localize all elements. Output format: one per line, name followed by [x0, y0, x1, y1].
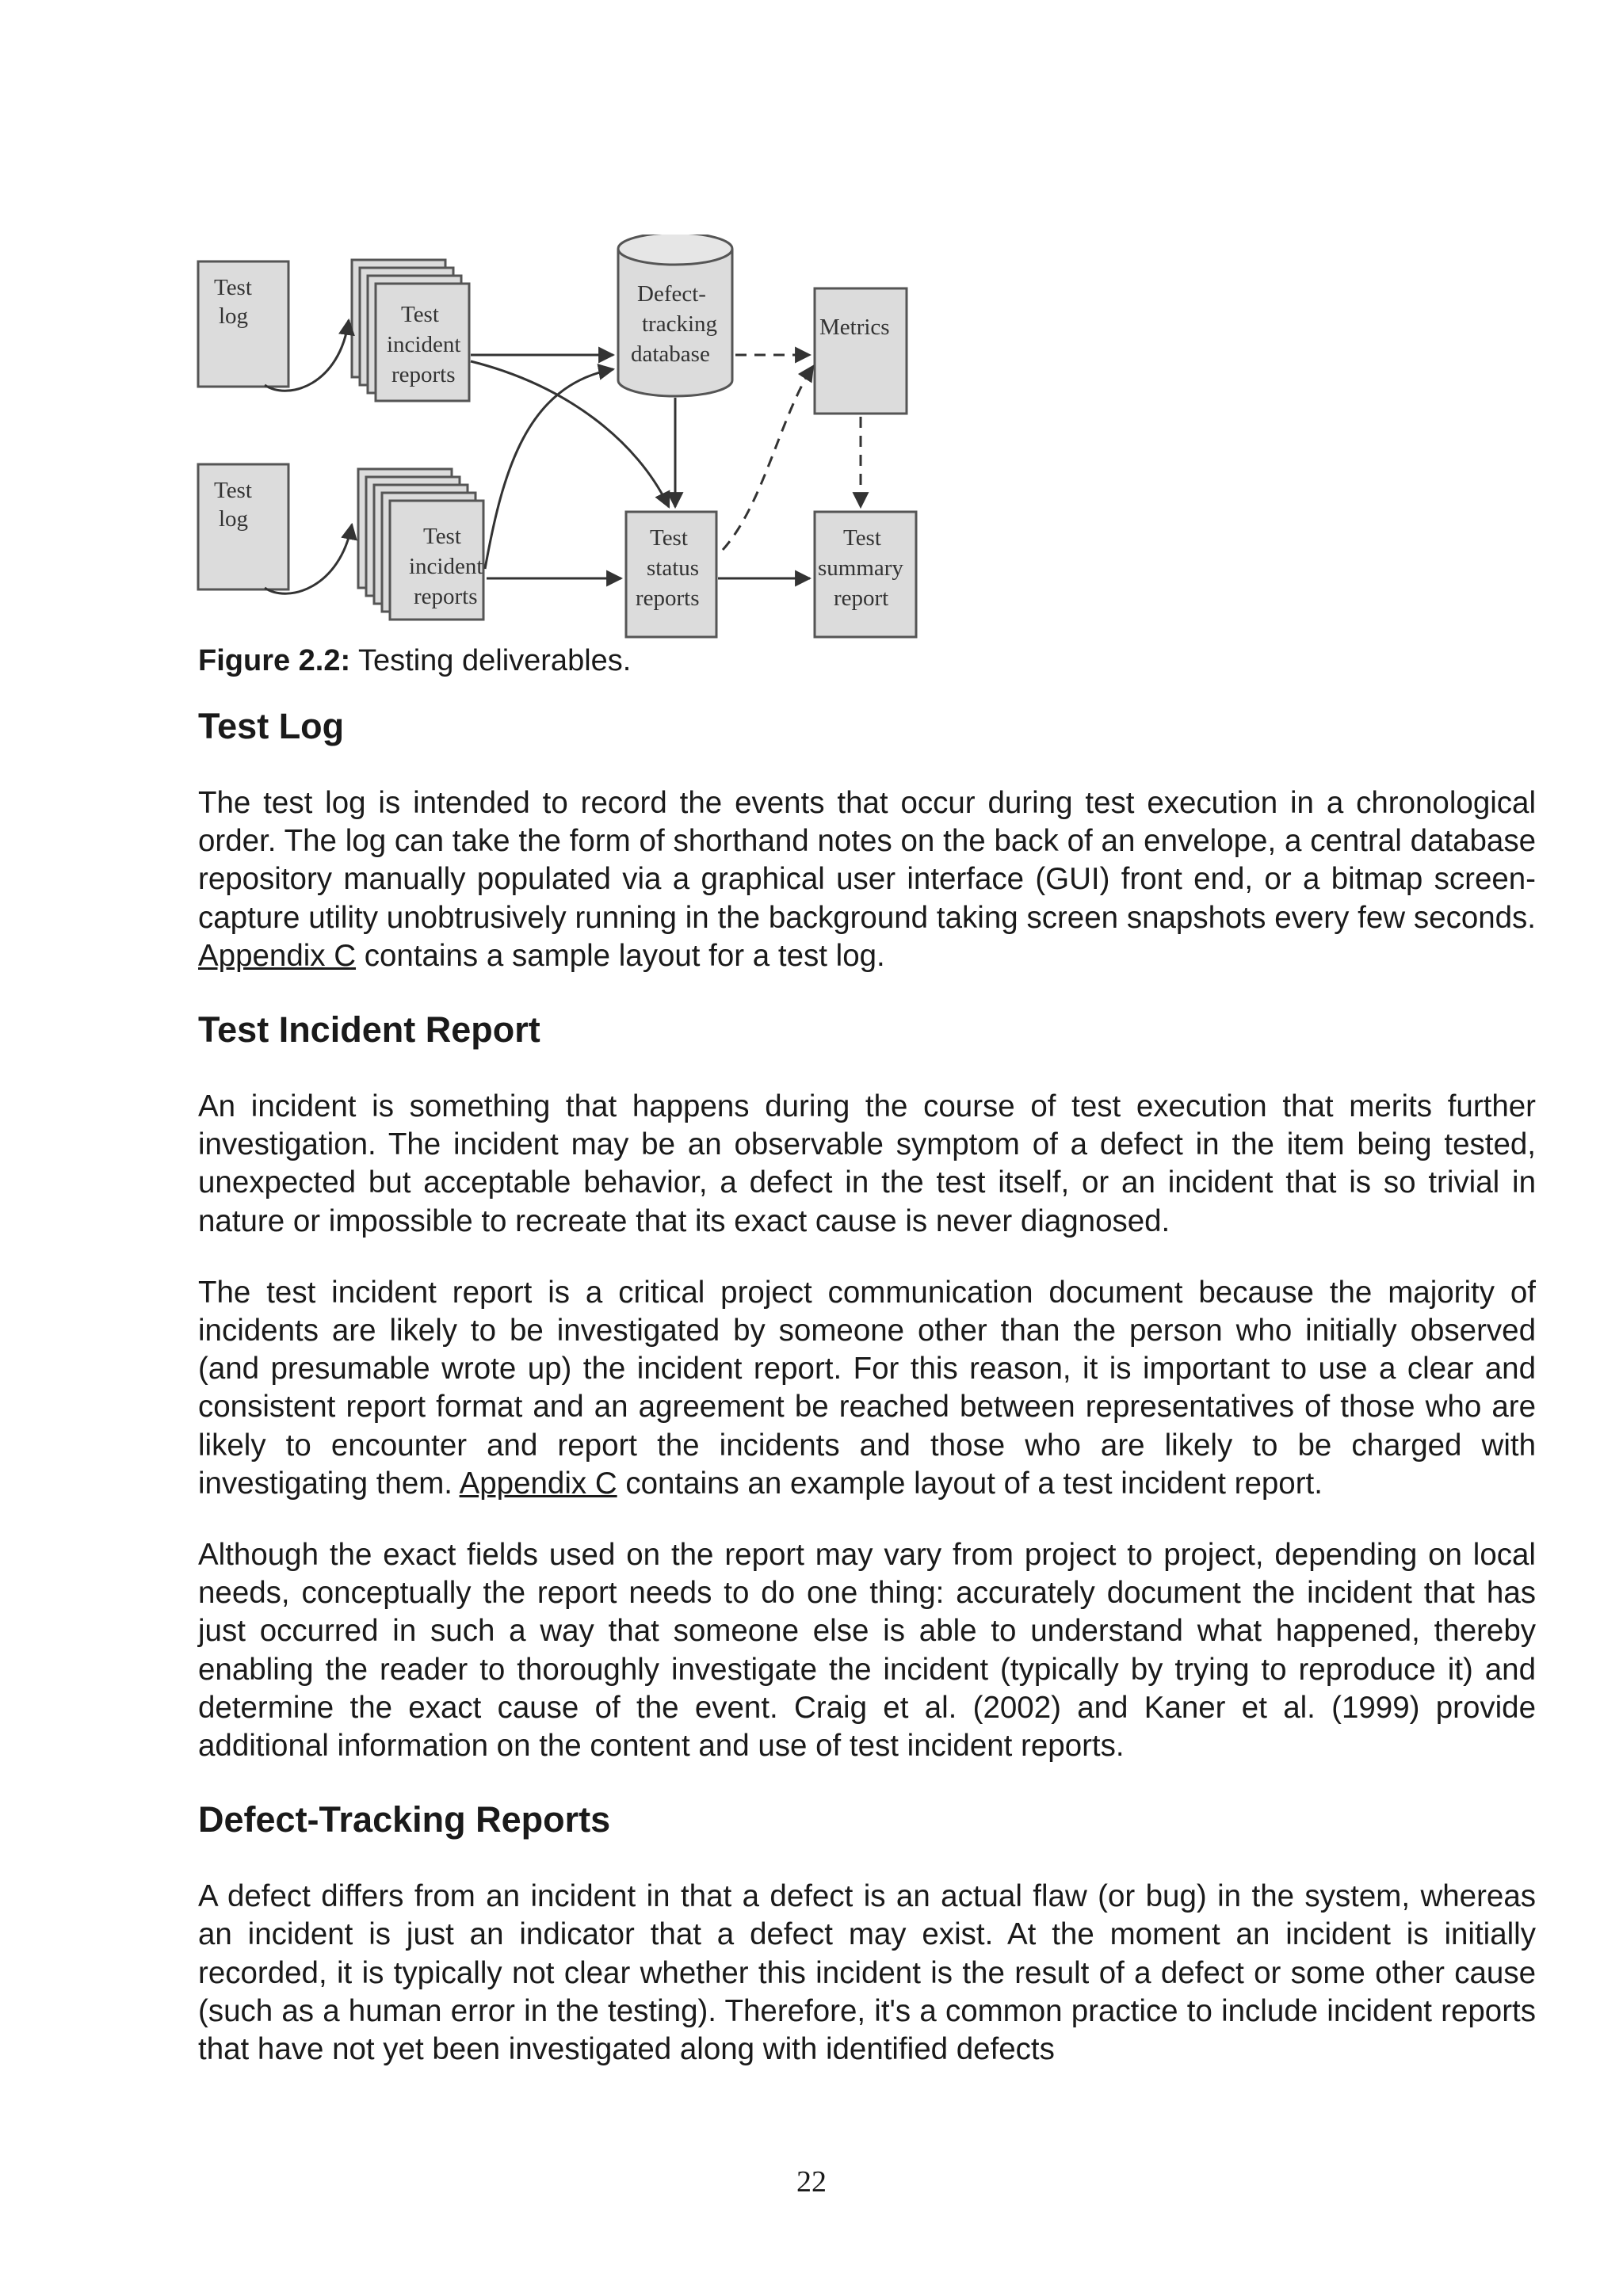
text-run: contains an example layout of a test incident report. — [617, 1466, 1323, 1501]
database-line-2: tracking — [642, 311, 718, 337]
summary-line-1: Test — [843, 525, 881, 551]
test-log-box-2 — [198, 464, 288, 589]
incident-2-line-1: Test — [423, 524, 461, 549]
test-log-1-line-1: Test — [214, 275, 252, 300]
metrics-box — [815, 288, 907, 414]
figure-caption-text: Testing deliverables. — [358, 644, 632, 677]
database-line-3: database — [631, 341, 710, 367]
page-number: 22 — [796, 2165, 827, 2199]
status-line-2: status — [647, 555, 700, 581]
summary-line-2: summary — [818, 555, 903, 581]
text-run: contains a sample layout for a test log. — [356, 938, 885, 973]
heading-defect-tracking-reports: Defect-Tracking Reports — [198, 1799, 611, 1840]
test-log-1-line-2: log — [219, 303, 249, 329]
defect-tracking-database — [618, 235, 732, 396]
testing-deliverables-diagram — [193, 235, 922, 650]
status-line-1: Test — [650, 525, 688, 551]
test-summary-box — [815, 512, 916, 637]
incident-1-line-1: Test — [401, 302, 439, 327]
incident-2-line-2: incident — [409, 554, 483, 579]
arrow-incident2-to-database — [485, 369, 613, 569]
incident-1-line-3: reports — [391, 362, 456, 387]
figure-caption-label: Figure 2.2: — [198, 644, 351, 677]
dashed-arrow-status-to-metrics — [723, 366, 813, 550]
incident-paragraph-1 — [198, 1088, 1536, 1241]
test-incident-stack-2 — [358, 469, 483, 620]
text-run: The test log is intended to record the events that occur during test execution in a chronological order. The log can take the form of shorthand notes on the back of an envelope, a central database repository manually populated via a graphical user interface (GUI) front end, or a bitmap screen-capture utility unobtrusively running in the background taking screen snapshots every few seconds. — [198, 786, 1536, 935]
appendix-c-link[interactable]: Appendix C — [198, 938, 357, 973]
appendix-c-link[interactable]: Appendix C — [459, 1466, 617, 1501]
status-line-3: reports — [636, 585, 700, 611]
incident-paragraph-2 — [198, 1274, 1536, 1503]
incident-paragraph-3 — [198, 1536, 1536, 1765]
test-log-paragraph — [198, 784, 1536, 975]
heading-test-incident-report: Test Incident Report — [198, 1009, 540, 1051]
text-run: A defect differs from an incident in that a defect is an actual flaw (or bug) in the system, whereas an incident is just an indicator that a defect may exist. At the moment an incident is initially recorded, it is typically not clear whether this incident is the result of a defect or some other cause (such as a human error in the testing). Therefore, it's a common practice to include incident reports that have not yet been investigated along with identified defects — [198, 1879, 1536, 2067]
document-body — [198, 705, 1536, 2102]
incident-2-line-3: reports — [414, 584, 478, 609]
database-line-1: Defect- — [637, 281, 706, 307]
test-incident-stack-1 — [352, 260, 469, 401]
defect-tracking-paragraph — [198, 1878, 1536, 2069]
metrics-label: Metrics — [819, 315, 890, 340]
figure-caption — [198, 642, 631, 680]
incident-1-line-2: incident — [387, 332, 461, 357]
test-status-box — [626, 512, 716, 637]
text-run: The test incident report is a critical project communication document because the majority of incidents are likely to be investigated by someone other than the person who initially observed (and presumable wrote up) the incident report. For this reason, it is important to use a clear and consistent report format and an agreement be reached between representatives of those who are likely to encounter and report the incidents and those who are likely to be charged with investigating them. — [198, 1275, 1536, 1501]
test-log-2-line-2: log — [219, 506, 249, 532]
test-log-2-line-1: Test — [214, 478, 252, 503]
test-log-box-1 — [198, 261, 288, 387]
heading-test-log: Test Log — [198, 706, 345, 746]
text-run: An incident is something that happens during the course of test execution that merits further investigation. The incident may be an observable symptom of a defect in the item being tested, unexpected but acceptable behavior, a defect in the test itself, or an incident that is so trivial in nature or impossible to recreate that its exact cause is never diagnosed. — [198, 1089, 1536, 1238]
text-run: Although the exact fields used on the report may vary from project to project, depending on local needs, conceptually the report needs to do one thing: accurately document the incident that has just occurred in such a way that someone else is able to understand what happened, thereby enabling the reader to thoroughly investigate the incident (typically by trying to reproduce it) and determine the exact cause of the event. Craig et al. (2002) and Kaner et al. (1999) provide additional information on the content and use of test incident reports. — [198, 1538, 1536, 1764]
summary-line-3: report — [834, 585, 889, 611]
